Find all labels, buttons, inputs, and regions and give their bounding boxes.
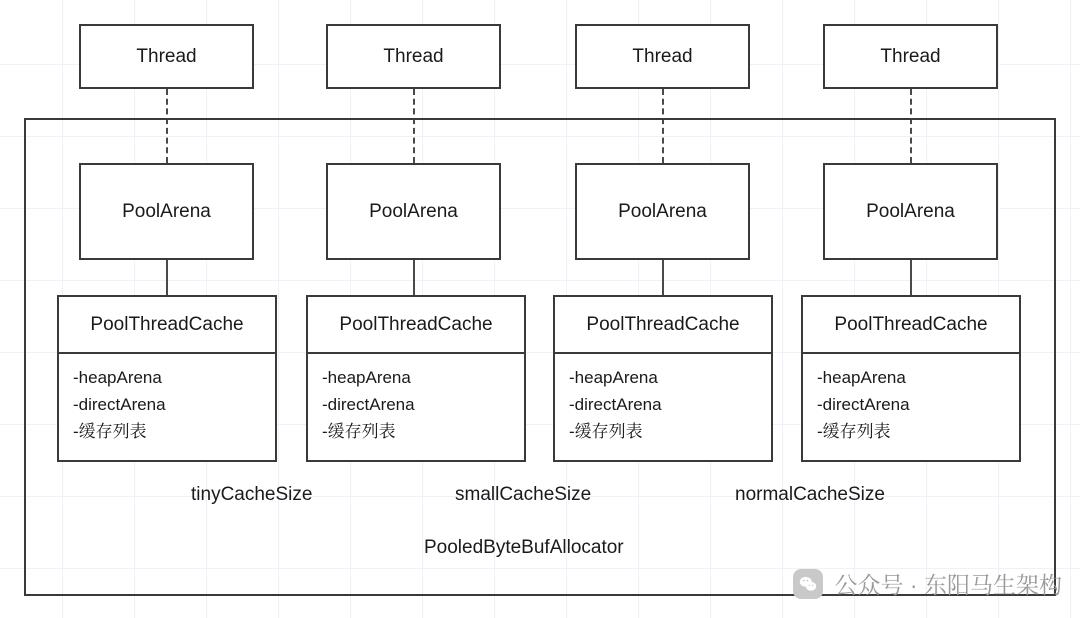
pool-arena-box-4 xyxy=(823,163,998,260)
cache-field: -heapArena xyxy=(73,368,162,387)
cache-field: -缓存列表 xyxy=(569,422,643,441)
watermark-text: 公众号 · 东阳马生架构 xyxy=(834,572,1062,598)
pool-thread-cache-title: PoolThreadCache xyxy=(308,297,524,354)
cache-field: -directArena xyxy=(322,395,415,414)
cache-field: -directArena xyxy=(817,395,910,414)
caption-small-cache-size: smallCacheSize xyxy=(455,484,592,505)
connector-arena-cache-2 xyxy=(413,260,415,296)
cache-field: -缓存列表 xyxy=(73,422,147,441)
thread-box-2 xyxy=(326,24,501,89)
watermark xyxy=(793,567,1062,600)
connector-arena-cache-1 xyxy=(166,260,168,296)
connector-arena-cache-4 xyxy=(910,260,912,296)
pool-thread-cache-fields xyxy=(803,354,1019,445)
pool-thread-cache-title: PoolThreadCache xyxy=(59,297,275,354)
pool-thread-cache-title: PoolThreadCache xyxy=(555,297,771,354)
pool-thread-cache-fields xyxy=(308,354,524,445)
pool-thread-cache-fields xyxy=(59,354,275,445)
pool-arena-box-1 xyxy=(79,163,254,260)
cache-field: -缓存列表 xyxy=(322,422,396,441)
cache-field: -directArena xyxy=(73,395,166,414)
caption-normal-cache-size: normalCacheSize xyxy=(735,484,885,505)
pool-thread-cache-box-2 xyxy=(306,295,526,462)
cache-field: -heapArena xyxy=(817,368,906,387)
pool-thread-cache-box-4 xyxy=(801,295,1021,462)
pool-arena-label: PoolArena xyxy=(369,200,458,222)
allocator-title: PooledByteBufAllocator xyxy=(424,537,624,558)
pool-arena-label: PoolArena xyxy=(122,200,211,222)
cache-field: -缓存列表 xyxy=(817,422,891,441)
pool-thread-cache-box-1 xyxy=(57,295,277,462)
pool-arena-label: PoolArena xyxy=(866,200,955,222)
thread-label: Thread xyxy=(632,45,693,67)
connector-arena-cache-3 xyxy=(662,260,664,296)
thread-label: Thread xyxy=(136,45,197,67)
pool-thread-cache-title: PoolThreadCache xyxy=(803,297,1019,354)
thread-box-3 xyxy=(575,24,750,89)
wechat-icon xyxy=(793,569,823,599)
thread-box-1 xyxy=(79,24,254,89)
pool-arena-box-3 xyxy=(575,163,750,260)
pool-thread-cache-fields xyxy=(555,354,771,445)
pool-arena-box-2 xyxy=(326,163,501,260)
pool-arena-label: PoolArena xyxy=(618,200,707,222)
thread-label: Thread xyxy=(880,45,941,67)
cache-field: -heapArena xyxy=(569,368,658,387)
pool-thread-cache-box-3 xyxy=(553,295,773,462)
cache-field: -directArena xyxy=(569,395,662,414)
cache-field: -heapArena xyxy=(322,368,411,387)
thread-box-4 xyxy=(823,24,998,89)
thread-label: Thread xyxy=(383,45,444,67)
caption-tiny-cache-size: tinyCacheSize xyxy=(191,484,313,505)
